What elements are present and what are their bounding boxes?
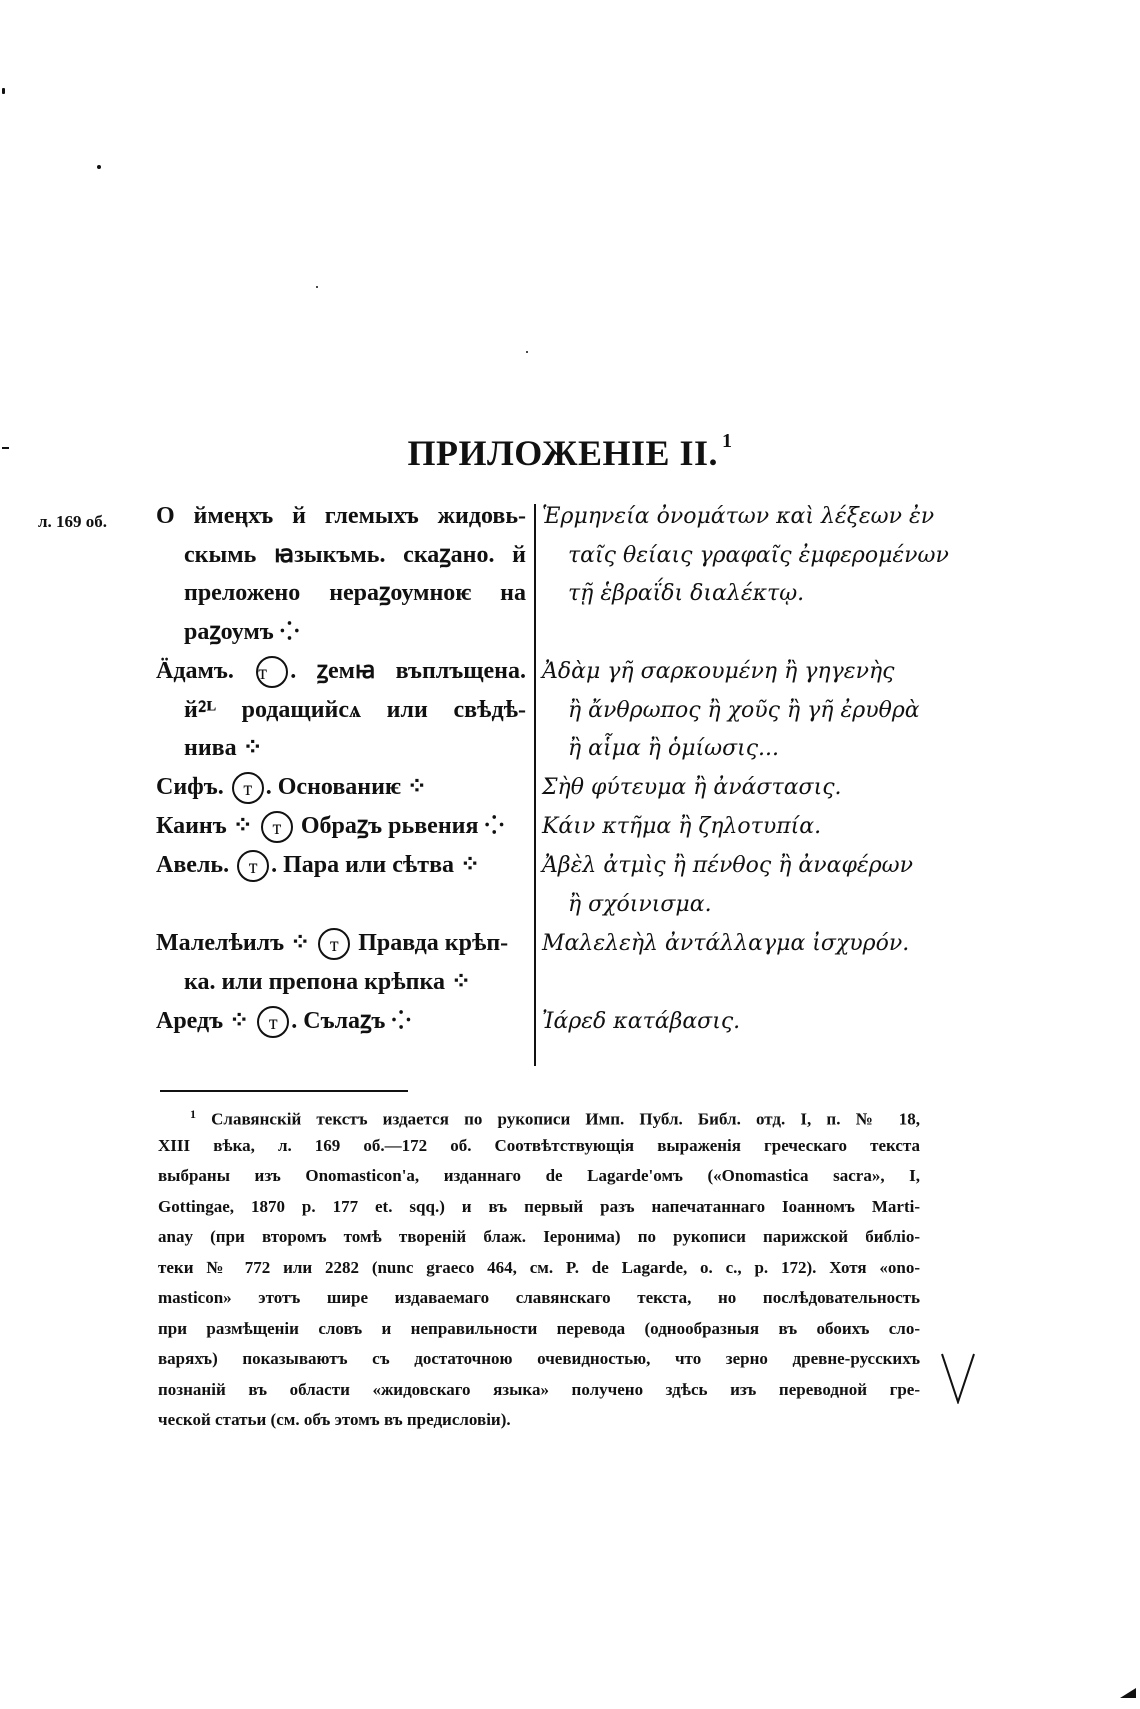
page-title [0,432,1140,474]
footnote-line [158,1375,920,1405]
footnote-text: выбраны изъ Onomasticon'a, изданнаго de Lagarde'омъ («Onomastica sacra», I, [158,1166,920,1185]
slavonic-text: Аредъ ⁘ [156,1008,250,1034]
footnote-line [158,1283,920,1313]
greek-line: ταῖς θείαις γραφαῖς ἐμφερομένων [568,543,949,568]
footnote-line [158,1344,920,1374]
footnote-text: варяхъ) показываютъ съ достаточною очевидностью, что зерно древне-русскихъ [158,1349,920,1368]
slavonic-line [156,767,427,808]
greek-line: Σὴθ φύτευμα ἢ ἀνάστασις. [542,775,842,800]
footnote-line [158,1405,920,1435]
slavonic-text: преложено нераꙁоумноѥ на [184,580,526,606]
slavonic-text: Правда крѣп- [352,930,509,956]
greek-line: ἢ σχόινισμα. [568,892,712,917]
scan-speck [97,165,101,169]
slavonic-text: . Пара или сѣтва ⁘ [271,852,481,878]
checkmark-icon [940,1352,976,1404]
slavonic-text: . Основаниѥ ⁘ [265,774,427,800]
footnote-text: ческой статьи (см. объ этомъ въ предисловіи). [158,1410,511,1429]
slavonic-text: Ӓдамъ. [156,658,234,684]
slavonic-text: Малелѣилъ ⁘ [156,930,311,956]
scan-speck [316,286,318,288]
greek-line: ἢ αἷμα ἢ ὁμίωσις... [568,736,780,761]
slavonic-line [156,496,526,537]
slavonic-text: й⁲ᴸ родащийсѧ или свѣдѣ- [184,697,526,723]
slavonic-text: . Сълаꙁъ ⁘ [291,1008,412,1034]
slavonic-text: скымь ꙗзыкъмь. скаꙁано. й [184,542,526,568]
slavonic-line [156,806,504,847]
slavonic-line [184,612,300,653]
footnote-line [158,1131,920,1161]
slavonic-line [184,728,263,769]
title-footnote-ref: 1 [722,430,733,452]
column-divider [534,504,536,1066]
greek-line: Μαλελεὴλ ἀντάλλαγμα ἰσχυρόν. [542,931,910,956]
footnote-line [158,1253,920,1283]
footnote-rule [160,1090,408,1092]
footnote-line [158,1222,920,1252]
slavonic-text: Обраꙁъ рьвения ⁘ [294,813,505,839]
circled-letter-marker: т [232,772,264,804]
circled-letter-marker: т [237,850,269,882]
footnote-text: теки № 772 или 2282 (nunc graeco 464, см. P. de Lagarde, o. c., p. 172). Хотя «ono- [158,1257,920,1277]
slavonic-line [184,962,471,1003]
slavonic-text: . ꙁемꙗ въплъщена. [290,658,526,684]
greek-line: Ἰάρεδ κατάβασις. [542,1009,741,1034]
greek-line: Κάιν κτῆμα ἢ ζηλοτυπία. [542,814,822,839]
circled-letter-marker: т [256,656,288,688]
footnote-text: masticon» этотъ шире издаваемаго славянскаго текста, но послѣдовательность [158,1288,920,1307]
greek-line: τῇ ἑβραΐδι διαλέκτῳ. [568,581,805,606]
corner-mark [1120,1688,1136,1698]
slavonic-line [156,845,480,886]
folio-reference: л. 169 об. [38,512,108,531]
footnote-text: XIII вѣка, л. 169 об.—172 об. Соотвѣтствующія выраженія греческаго текста [158,1135,920,1155]
slavonic-line [184,535,526,576]
circled-letter-marker: т [318,928,350,960]
slavonic-text: ка. или препона крѣпка ⁘ [184,969,472,995]
slavonic-text: нива ⁘ [184,735,263,761]
scan-speck [526,351,528,353]
footnote-number: 1 [190,1107,196,1121]
footnote-text: познаній въ области «жидовскаго языка» получено здѣсь изъ переводной гре- [158,1379,920,1399]
slavonic-line [184,573,526,614]
footnote-line [158,1161,920,1191]
greek-line: Ἀβὲλ ἀτμὶς ἢ πένθος ἢ ἀναφέρων [542,853,913,878]
slavonic-line [184,690,526,731]
greek-line: ἢ ἄνθρωπος ἢ χοῦς ἢ γῆ ἐρυθρὰ [568,698,920,723]
title-text: ПРИЛОЖЕНІЕ II. [407,433,719,473]
slavonic-text: Авель. [156,852,230,878]
footnote-text: anay (при второмъ томѣ твореній блаж. Іеронима) по рукописи парижской библіо- [158,1227,920,1246]
slavonic-text: Каинъ ⁘ [156,813,253,839]
slavonic-line [156,1001,411,1042]
footnote-line [158,1314,920,1344]
slavonic-text: раꙁоумъ ⁘ [184,619,300,645]
greek-line: Ἀδὰμ γῆ σαρκουμένη ἢ γηγενὴς [542,659,895,684]
footnote-text: Gottingae, 1870 p. 177 et. sqq.) и въ первый разъ напечатаннаго Іоанномъ Marti- [158,1196,920,1216]
slavonic-text: О ймеңхъ й глемыхъ жидовь- [156,503,526,529]
circled-letter-marker: т [257,1006,289,1038]
footnote-text: при размѣщеніи словъ и неправильности перевода (однообразныя въ обоихъ сло- [158,1318,920,1338]
slavonic-text: Сифъ. [156,774,224,800]
circled-letter-marker: т [261,811,293,843]
footnote-text: Славянскій текстъ издается по рукописи Имп. Публ. Библ. отд. I, п. № 18, [211,1109,921,1129]
scan-speck [2,88,5,94]
greek-line: Ἑρμηνεία ὀνομάτων καὶ λέξεων ἐν [542,504,935,529]
slavonic-line [156,923,508,964]
footnote-line [190,1100,920,1134]
footnote-line [158,1192,920,1222]
slavonic-line [156,651,526,692]
